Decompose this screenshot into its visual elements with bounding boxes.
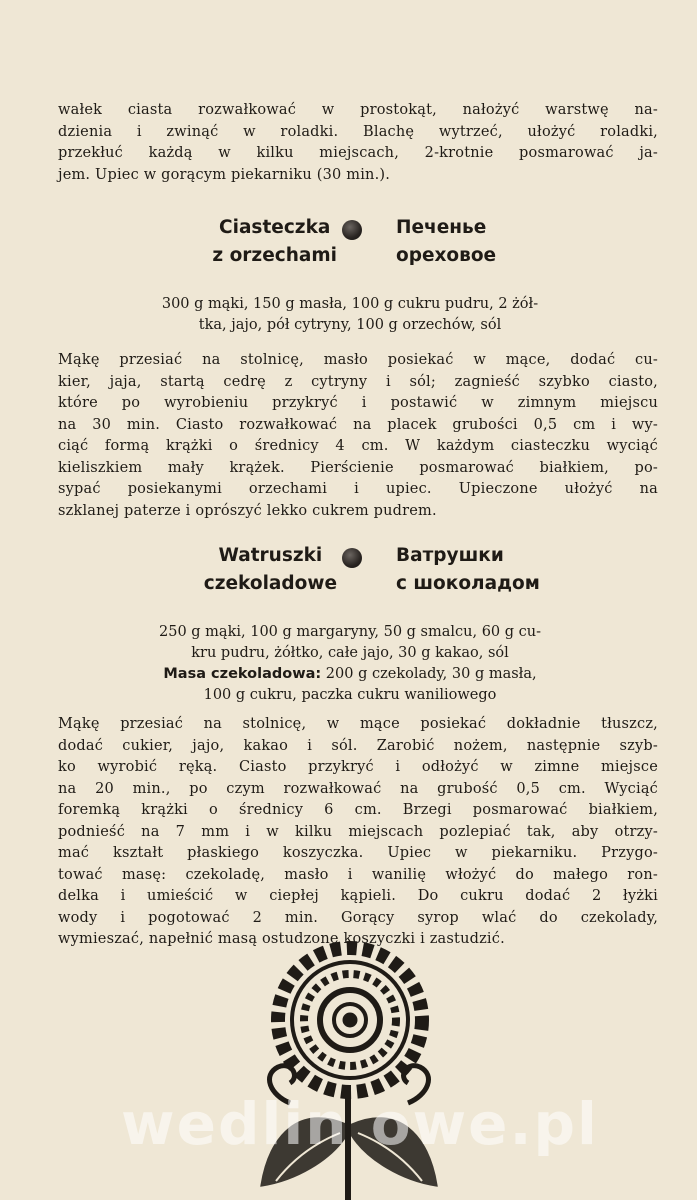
text-line: tować masę: czekoladę, masło i wanilię włożyć do małego ron- <box>58 866 658 883</box>
recipe-title-row <box>0 214 697 270</box>
bullet-dot-icon <box>342 220 362 240</box>
text-line: które po wyrobieniu przykryć i postawić w zimnym miejscu <box>58 395 658 411</box>
ingredient-line: kru pudru, żółtko, całe jajo, 30 g kakao, sól <box>191 645 509 661</box>
watermark-text: wedlin owe.pl <box>121 1090 599 1158</box>
ingredients-list <box>80 294 620 336</box>
text-line: kieliszkiem mały krążek. Pierścienie posmarować białkiem, po- <box>58 459 658 476</box>
text-line: ko wyrobić ręką. Ciasto przykryć i odłożyć w zimne miejsce <box>58 759 658 775</box>
ingredient-line: 300 g mąki, 150 g masła, 100 g cukru pudru, 2 żół- <box>161 296 539 312</box>
text-line: na 20 min., po czym rozwałkować na grubość 0,5 cm. Wyciąć <box>58 780 658 797</box>
recipe-title-russian <box>396 214 496 270</box>
text-line: Mąkę przesiać na stolnicę, masło posiekać w mące, dodać cu- <box>58 352 658 368</box>
masa-line <box>80 664 620 685</box>
text-line: wymieszać, napełnić masą ostudzone koszyczki i zastudzić. <box>58 931 505 947</box>
masa-label: Masa czekoladowa: <box>163 666 322 682</box>
title-line: z orzechami <box>212 245 337 266</box>
text-line: szklanej paterze i oprószyć lekko cukrem pudrem. <box>58 502 437 519</box>
recipe-title-polish <box>212 214 337 270</box>
text-line: delka i umieścić w ciepłej kąpieli. Do cukru dodać 2 łyżki <box>58 888 658 904</box>
text-line: jem. Upiec w gorącym piekarniku (30 min.). <box>58 166 391 183</box>
ingredients-list <box>80 622 620 706</box>
recipe-title-russian <box>396 542 540 598</box>
ingredient-line: tka, jajo, pół cytryny, 100 g orzechów, sól <box>198 317 502 333</box>
title-line: Watruszki <box>218 545 323 566</box>
text-line: przekłuć każdą w kilku miejscach, 2-krotnie posmarować ja- <box>58 145 658 161</box>
text-line: sypać posiekanymi orzechami i upiec. Upieczone ułożyć na <box>58 481 658 497</box>
text-line: ciąć formą krążki o średnicy 4 cm. W każdym ciasteczku wyciąć <box>58 438 658 454</box>
title-line: ореховое <box>396 245 497 266</box>
bullet-dot-icon <box>342 548 362 568</box>
intro-paragraph <box>58 100 658 186</box>
text-line: kier, jaja, startą cedrę z cytryny i sól; zagnieść szybko ciasto, <box>58 373 658 390</box>
text-line: na 30 min. Ciasto rozwałkować na placek grubości 0,5 cm i wy- <box>58 416 658 433</box>
method-paragraph <box>58 714 658 951</box>
text-line: dzienia i zwinąć w roladki. Blachę wytrzeć, ułożyć roladki, <box>58 123 658 140</box>
title-line: Печенье <box>396 217 487 238</box>
ingredient-line: 250 g mąki, 100 g margaryny, 50 g smalcu, 60 g cu- <box>159 624 541 640</box>
text-line: dodać cukier, jajo, kakao i sól. Zarobić nożem, następnie szyb- <box>58 737 658 754</box>
title-line: Ватрушки <box>396 545 504 566</box>
title-line: Ciasteczka <box>219 217 331 238</box>
text-line: wody i pogotować 2 min. Gorący syrop wlać do czekolady, <box>58 909 658 926</box>
text-line: foremką krążki o średnicy 6 cm. Brzegi posmarować białkiem, <box>58 802 658 818</box>
folk-flower-ornament-icon <box>0 935 697 1200</box>
recipe-title-polish <box>204 542 337 598</box>
text-line: podnieść na 7 mm i w kilku miejscach pozlepiać tak, aby otrzy- <box>58 823 658 840</box>
ingredient-line: 100 g cukru, paczka cukru waniliowego <box>203 687 497 703</box>
text-line: Mąkę przesiać na stolnicę, w mące posiekać dokładnie tłuszcz, <box>58 716 658 732</box>
method-paragraph <box>58 350 658 522</box>
title-line: с шоколадом <box>396 573 540 594</box>
ingredient-line: 200 g czekolady, 30 g masła, <box>321 666 537 682</box>
text-line: mać kształt płaskiego koszyczka. Upiec w piekarniku. Przygo- <box>58 845 658 861</box>
title-line: czekoladowe <box>203 573 337 594</box>
text-line: wałek ciasta rozwałkować w prostokąt, nałożyć warstwę na- <box>58 102 658 118</box>
recipe-title-row <box>0 542 697 598</box>
